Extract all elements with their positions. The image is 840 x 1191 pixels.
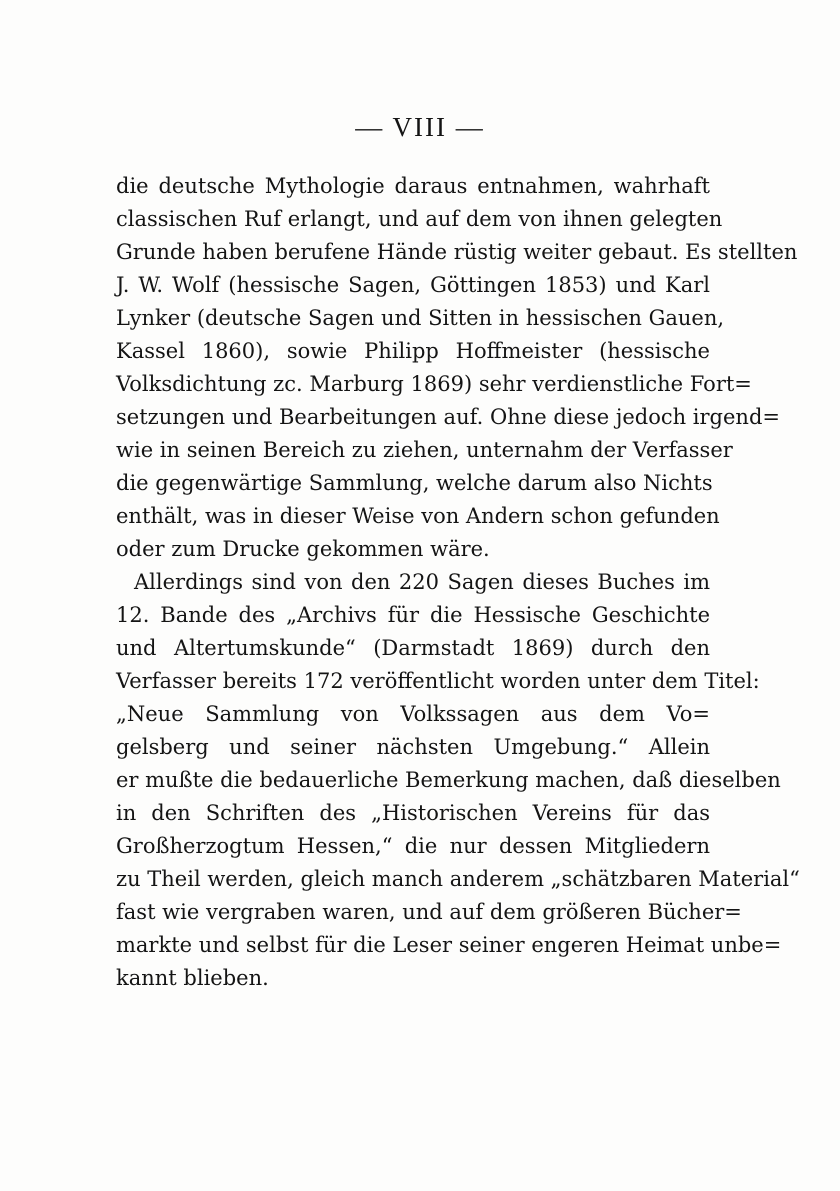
page-number: — VIII — <box>355 112 485 142</box>
text-line: kannt blieben. <box>116 966 269 990</box>
text-line: zu Theil werden, gleich manch anderem „schätzbaren Material“ <box>116 867 800 891</box>
text-line: er mußte die bedauerliche Bemerkung machen, daß dieselben <box>116 768 781 792</box>
paragraph-1 <box>116 170 798 566</box>
text-line: „Neue Sammlung von Volkssagen aus dem Vo= <box>116 702 710 726</box>
body-text <box>116 170 800 995</box>
text-line: classischen Ruf erlangt, und auf dem von ihnen gelegten <box>116 207 723 231</box>
text-line: die deutsche Mythologie daraus entnahmen, wahrhaft <box>116 174 710 198</box>
text-line: wie in seinen Bereich zu ziehen, unternahm der Verfasser <box>116 438 733 462</box>
text-line: fast wie vergraben waren, und auf dem größeren Bücher= <box>116 900 742 924</box>
text-line: markte und selbst für die Leser seiner engeren Heimat unbe= <box>116 933 782 957</box>
text-line: Lynker (deutsche Sagen und Sitten in hessischen Gauen, <box>116 306 725 330</box>
text-line: Grunde haben berufene Hände rüstig weiter gebaut. Es stellten <box>116 240 798 264</box>
text-line: Großherzogtum Hessen,“ die nur dessen Mitgliedern <box>116 834 710 858</box>
text-line: Volksdichtung zc. Marburg 1869) sehr verdienstliche Fort= <box>116 372 752 396</box>
text-line: Allerdings sind von den 220 Sagen dieses Buches im <box>134 570 710 594</box>
text-line: oder zum Drucke gekommen wäre. <box>116 537 490 561</box>
text-line: die gegenwärtige Sammlung, welche darum also Nichts <box>116 471 713 495</box>
text-line: Kassel 1860), sowie Philipp Hoffmeister (hessische <box>116 339 710 363</box>
text-line: 12. Bande des „Archivs für die Hessische Geschichte <box>116 603 710 627</box>
text-line: Verfasser bereits 172 veröffentlicht worden unter dem Titel: <box>116 669 760 693</box>
text-line: in den Schriften des „Historischen Vereins für das <box>116 801 710 825</box>
text-line: gelsberg und seiner nächsten Umgebung.“ Allein <box>116 735 710 759</box>
text-line: und Altertumskunde“ (Darmstadt 1869) durch den <box>116 636 710 660</box>
text-line: J. W. Wolf (hessische Sagen, Göttingen 1853) und Karl <box>116 273 710 297</box>
paragraph-2 <box>116 566 800 995</box>
text-line: setzungen und Bearbeitungen auf. Ohne diese jedoch irgend= <box>116 405 780 429</box>
text-line: enthält, was in dieser Weise von Andern schon gefunden <box>116 504 720 528</box>
